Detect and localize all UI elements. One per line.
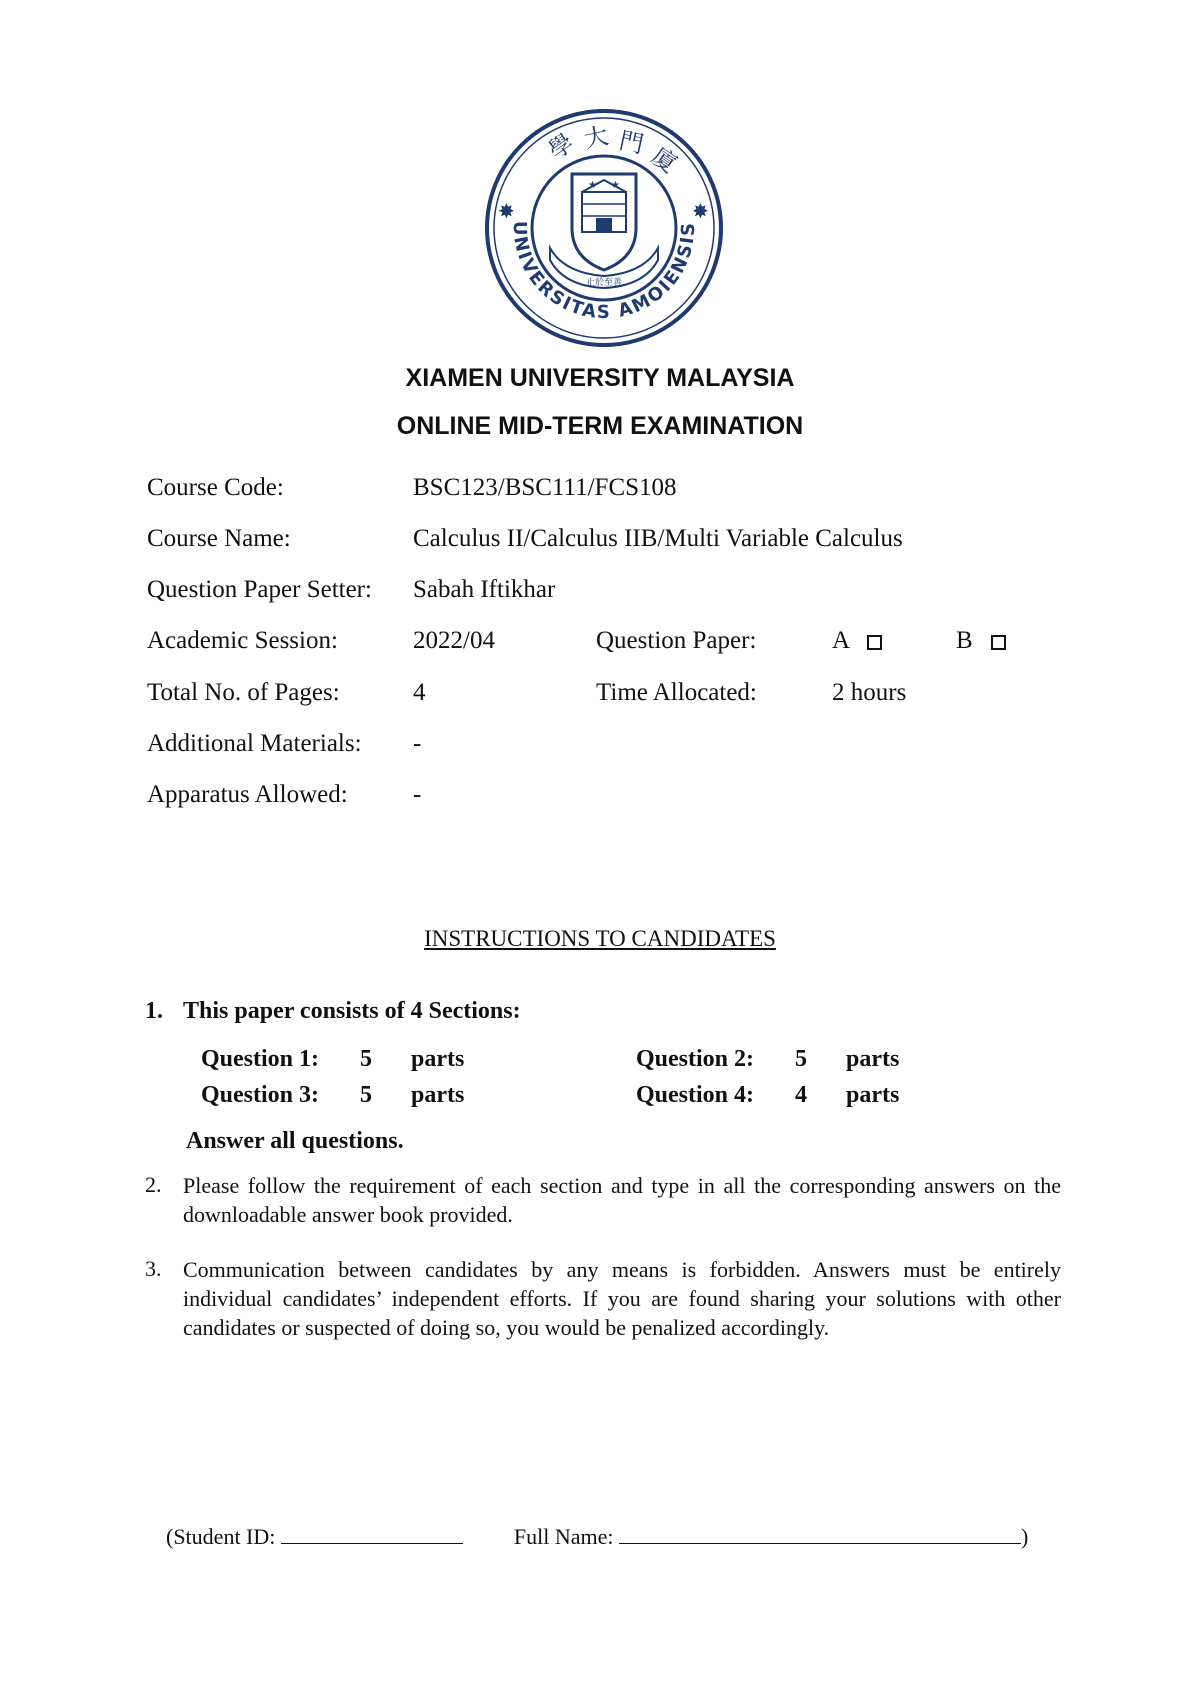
paper-option-a-label: A <box>832 627 849 654</box>
student-id-field[interactable] <box>281 1521 463 1544</box>
q4-label: Question 4: <box>636 1082 755 1108</box>
time-value: 2 hours <box>832 679 907 706</box>
svg-text:UNIVERSITAS AMOIENSIS <box>509 221 699 323</box>
q4-unit: parts <box>846 1082 900 1108</box>
materials-label: Additional Materials: <box>147 730 362 757</box>
paper-option-a <box>832 626 882 656</box>
university-name: XIAMEN UNIVERSITY MALAYSIA <box>405 364 795 392</box>
paper-b-checkbox[interactable] <box>991 635 1006 650</box>
item-1-number: 1. <box>145 998 163 1024</box>
q1-unit: parts <box>411 1046 465 1072</box>
svg-text:大: 大 <box>581 121 611 154</box>
svg-text:學: 學 <box>543 128 580 165</box>
item-3-text: Communication between candidates by any means is forbidden. Answers must be entirely individual candidates’ independent efforts. If you are found sharing your solutions with other candidates or suspected of doing so, you would be penalized accordingly. <box>183 1257 1061 1340</box>
apparatus-label: Apparatus Allowed: <box>147 781 348 808</box>
pages-value: 4 <box>413 679 426 706</box>
svg-text:✸: ✸ <box>498 199 515 223</box>
exam-title: ONLINE MID-TERM EXAMINATION <box>396 412 804 440</box>
university-seal-logo <box>484 108 724 348</box>
svg-text:門: 門 <box>616 126 647 159</box>
q3-label: Question 3: <box>201 1082 320 1108</box>
item-3-number: 3. <box>145 1256 162 1281</box>
setter-value: Sabah Iftikhar <box>413 576 556 603</box>
svg-text:★: ★ <box>588 180 597 191</box>
q2-label: Question 2: <box>636 1046 755 1072</box>
svg-text:✸: ✸ <box>692 199 709 223</box>
instructions-title: INSTRUCTIONS TO CANDIDATES <box>424 926 776 951</box>
materials-value: - <box>413 730 422 757</box>
q2-unit: parts <box>846 1046 900 1072</box>
full-name-field[interactable] <box>619 1521 1021 1544</box>
close-paren: ) <box>1021 1524 1029 1549</box>
paper-option-b-label: B <box>956 627 973 654</box>
course-code-label: Course Code: <box>147 474 284 501</box>
course-name-label: Course Name: <box>147 525 291 552</box>
session-value: 2022/04 <box>413 627 495 654</box>
q4-count: 4 <box>795 1082 807 1108</box>
q1-label: Question 1: <box>201 1046 320 1072</box>
item-1-text: This paper consists of 4 Sections: <box>183 998 521 1024</box>
item-2-number: 2. <box>145 1172 162 1197</box>
setter-label: Question Paper Setter: <box>147 576 372 603</box>
q3-count: 5 <box>360 1082 372 1108</box>
pages-label: Total No. of Pages: <box>147 679 340 706</box>
paper-a-checkbox[interactable] <box>867 635 882 650</box>
q3-unit: parts <box>411 1082 465 1108</box>
course-code-value: BSC123/BSC111/FCS108 <box>413 474 677 501</box>
signature-row <box>166 1521 1028 1550</box>
svg-text:★: ★ <box>611 180 620 191</box>
seal-latin-text: UNIVERSITAS AMOIENSIS <box>508 220 700 324</box>
answer-all-note: Answer all questions. <box>186 1128 404 1154</box>
question-paper-label: Question Paper: <box>596 627 757 654</box>
student-id-label: (Student ID: <box>166 1524 276 1549</box>
item-2-text: Please follow the requirement of each section and type in all the corresponding answers on the downloadable answer book provided. <box>183 1173 1061 1227</box>
course-name-value: Calculus II/Calculus IIB/Multi Variable Calculus <box>413 525 903 552</box>
session-label: Academic Session: <box>147 627 338 654</box>
time-label: Time Allocated: <box>596 679 757 706</box>
q2-count: 5 <box>795 1046 807 1072</box>
apparatus-value: - <box>413 781 422 808</box>
full-name-label: Full Name: <box>513 1524 614 1549</box>
svg-text:廈: 廈 <box>646 141 683 179</box>
seal-motto: 止於至善 <box>585 278 623 288</box>
q1-count: 5 <box>360 1046 372 1072</box>
paper-option-b <box>956 626 1006 656</box>
